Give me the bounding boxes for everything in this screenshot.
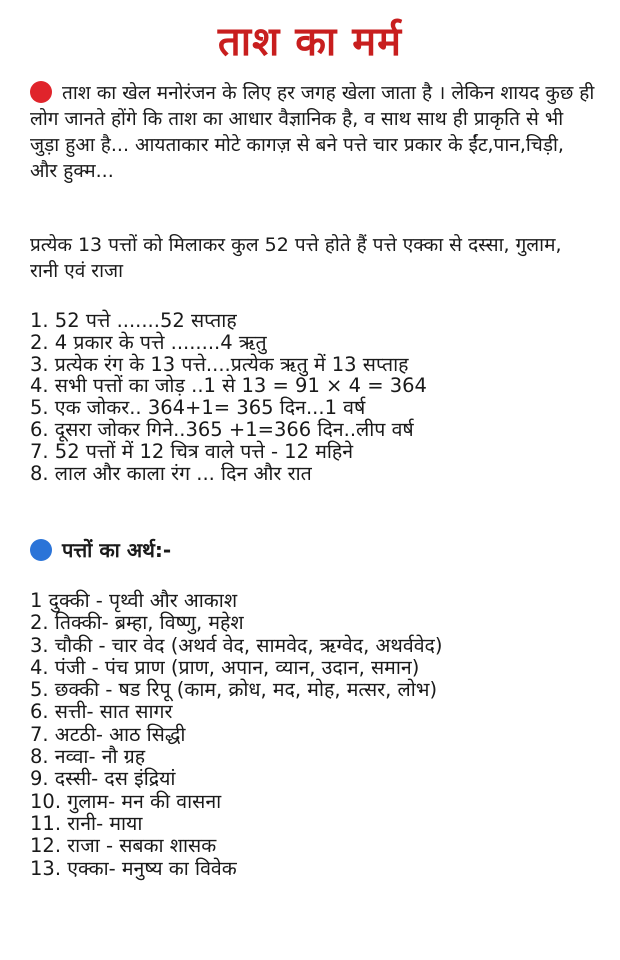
list-item: 4. पंजी - पंच प्राण (प्राण, अपान, व्यान, उदान, समान) [30, 655, 420, 679]
list-item: 8. नव्वा- नौ ग्रह [30, 745, 146, 769]
page-title: ताश का मर्म [217, 19, 403, 65]
list-item: 3. चौकी - चार वेद (अथर्व वेद, सामवेद, ऋग्वेद, अथर्ववेद) [30, 633, 443, 657]
meaning-heading [30, 537, 595, 563]
list-item: 5. छक्की - षड रिपू (काम, क्रोध, मद, मोह, मत्सर, लोभ) [30, 678, 438, 702]
blue-dot-icon [30, 539, 52, 561]
list-item: 2. 4 प्रकार के पत्ते ........4 ऋतु [30, 330, 267, 354]
list-item: 13. एक्का- मनुष्य का विवेक [30, 856, 237, 880]
list-item: 10. गुलाम- मन की वासना [30, 789, 222, 813]
meaning-heading-text: पत्तों का अर्थ:- [62, 538, 172, 562]
list-item: 7. अटठी- आठ सिद्धी [30, 722, 186, 746]
facts-list [30, 310, 595, 484]
list-item: 12. राजा - सबका शासक [30, 834, 217, 858]
list-item: 4. सभी पत्तों का जोड़ ..1 से 13 = 91 × 4 = 364 [30, 374, 427, 398]
list-item: 8. लाल और काला रंग ... दिन और रात [30, 461, 312, 485]
list-item: 1. 52 पत्ते .......52 सप्ताह [30, 309, 237, 332]
list-item: 7. 52 पत्तों में 12 चित्र वाले पत्ते - 12 महिने [30, 439, 354, 463]
list-item: 5. एक जोकर.. 364+1= 365 दिन...1 वर्ष [30, 396, 366, 420]
list-item: 9. दस्सी- दस इंद्रियां [30, 767, 176, 791]
red-dot-icon [30, 81, 52, 103]
list-item: 11. रानी- माया [30, 811, 143, 835]
meanings-list [30, 590, 605, 880]
intro-text: ताश का खेल मनोरंजन के लिए हर जगह खेला जाता है । लेकिन शायद कुछ ही लोग जानते होंगे कि ताश का आधार वैज्ञानिक है, व साथ साथ ही प्राकृति से भी जुड़ा हुआ है... आयताकार मोटे कागज़ से बने पत्ते चार प्रकार के ईंट,पान,चिड़ी, और हुक्म... [30, 82, 595, 182]
intro-paragraph [30, 80, 595, 184]
card-count-paragraph: प्रत्येक 13 पत्तों को मिलाकर कुल 52 पत्ते होते हैं पत्ते एक्का से दस्सा, गुलाम, रानी एवं राजा [30, 234, 562, 282]
list-item: 2. तिक्की- ब्रम्हा, विष्णु, महेश [30, 611, 244, 635]
list-item: 3. प्रत्येक रंग के 13 पत्ते....प्रत्येक ऋतु में 13 सप्ताह [30, 352, 409, 376]
list-item: 6. सत्ती- सात सागर [30, 700, 173, 724]
list-item: 1 दुक्की - पृथ्वी और आकाश [30, 589, 238, 612]
list-item: 6. दूसरा जोकर गिने..365 +1=366 दिन..लीप वर्ष [30, 417, 414, 441]
